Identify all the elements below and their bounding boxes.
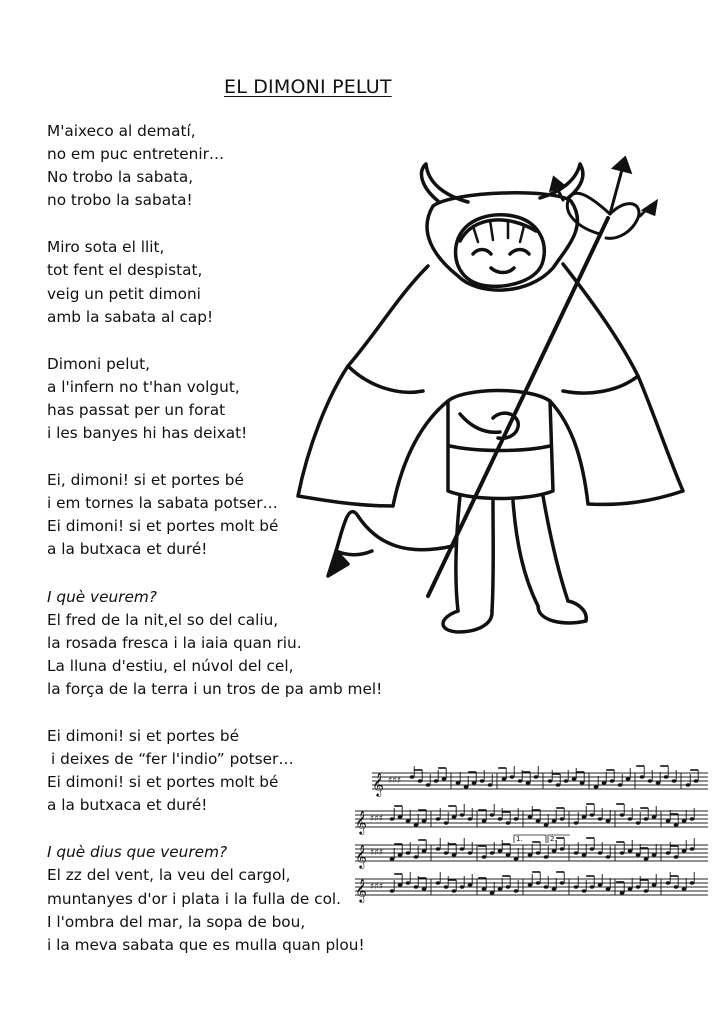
note-head [414, 885, 419, 889]
poem-line: El zz del vent, la veu del cargol, [47, 866, 291, 885]
note-head [528, 883, 533, 887]
note-head [414, 823, 419, 827]
poem-line: Miro sota el llit, [47, 238, 165, 257]
note-head [652, 883, 657, 887]
note-head [626, 777, 631, 781]
note-head [510, 775, 515, 779]
volta-label: 2. [550, 835, 557, 843]
tail [336, 512, 453, 555]
note-head [560, 817, 565, 821]
note-head [422, 819, 427, 823]
note-head [490, 891, 495, 895]
note-head [536, 851, 541, 855]
note-head [690, 847, 695, 851]
note-head [490, 813, 495, 817]
key-signature: ♯♯♯ [370, 882, 384, 892]
poem-line: I què veurem? [47, 587, 157, 606]
note-head [656, 781, 661, 785]
note-head [682, 849, 687, 853]
note-head [398, 815, 403, 819]
note-head [498, 817, 503, 821]
note-head [506, 885, 511, 889]
note-head [482, 855, 487, 859]
note-head [452, 815, 457, 819]
note-head [460, 813, 465, 817]
poem-line: amb la sabata al cap! [47, 307, 214, 326]
treble-clef-icon: 𝄞 [355, 878, 367, 902]
poem-line: Ei, dimoni! si et portes bé [47, 471, 244, 490]
poem-line: Ei dimoni! si et portes molt bé [47, 517, 279, 536]
treble-clef-icon: 𝄞 [355, 810, 367, 834]
note-head [590, 813, 595, 817]
poem-line: La lluna d'estiu, el núvol del cel, [47, 656, 294, 675]
poem-line: El fred de la nit,el so del caliu, [47, 610, 279, 629]
note-head [644, 889, 649, 893]
note-head [690, 881, 695, 885]
poem-line: Dimoni pelut, [47, 354, 151, 373]
note-head [606, 819, 611, 823]
note-head [506, 853, 511, 857]
note-head [644, 857, 649, 861]
note-head [552, 819, 557, 823]
note-head [468, 851, 473, 855]
note-head [564, 779, 569, 783]
note-head [452, 889, 457, 893]
poem-line: has passat per un forat [47, 400, 226, 419]
poem-line: No trobo la sabata, [47, 168, 194, 187]
note-head [460, 847, 465, 851]
poem-line: i la meva sabata que es mulla quan plou! [47, 935, 365, 954]
sheet-music [350, 763, 710, 905]
note-head [528, 815, 533, 819]
cape-left [298, 266, 448, 506]
note-head [444, 885, 449, 889]
note-head [410, 775, 415, 779]
note-head [582, 815, 587, 819]
poem-line: a la butxaca et duré! [47, 796, 208, 815]
note-head [652, 815, 657, 819]
poem-line: la força de la terra i un tros de pa amb mel! [47, 679, 383, 698]
poem-line: no em puc entretenir… [47, 145, 225, 164]
note-head [536, 819, 541, 823]
note-head [444, 821, 449, 825]
note-head [422, 849, 427, 853]
volta-label: 1. [516, 835, 523, 843]
note-head [456, 781, 461, 785]
face [456, 215, 545, 287]
note-head [674, 885, 679, 889]
note-head [664, 775, 669, 779]
note-head [436, 847, 441, 851]
note-head [620, 891, 625, 895]
note-head [468, 883, 473, 887]
poem-line: tot fent el despistat, [47, 261, 203, 280]
note-head [452, 853, 457, 857]
note-head [602, 781, 607, 785]
note-head [406, 851, 411, 855]
page-title: EL DIMONI PELUT [224, 76, 392, 98]
note-head [464, 785, 469, 789]
note-head [544, 855, 549, 859]
note-head [666, 819, 671, 823]
note-head [618, 783, 623, 787]
note-head [488, 783, 493, 787]
note-head [514, 857, 519, 861]
note-head [620, 851, 625, 855]
note-head [574, 821, 579, 825]
note-head [390, 889, 395, 893]
note-head [442, 777, 447, 781]
note-head [598, 851, 603, 855]
note-head [644, 817, 649, 821]
note-head [610, 779, 615, 783]
poem-line: i deixes de “fer l'indio” potser… [51, 750, 294, 769]
note-head [536, 881, 541, 885]
note-head [628, 817, 633, 821]
note-head [480, 779, 485, 783]
treble-clef-icon: 𝄞 [372, 772, 384, 796]
note-head [682, 887, 687, 891]
poem-line: a la butxaca et duré! [47, 540, 208, 559]
note-head [594, 785, 599, 789]
note-head [434, 779, 439, 783]
poem-line: i les banyes hi has deixat! [47, 424, 248, 443]
note-head [666, 851, 671, 855]
poem-line: I l'ombra del mar, la sopa de bou, [47, 912, 306, 931]
note-head [636, 853, 641, 857]
hood [427, 193, 577, 290]
stanza-7 [47, 841, 382, 956]
note-head [580, 781, 585, 785]
devil-illustration [288, 156, 688, 641]
poem-line: Ei dimoni! si et portes bé [47, 726, 240, 745]
poem-line: veig un petit dimoni [47, 284, 201, 303]
note-head [436, 817, 441, 821]
note-head [628, 887, 633, 891]
note-head [506, 821, 511, 825]
poem-line: a l'infern no t'han volgut, [47, 377, 240, 396]
note-head [544, 823, 549, 827]
note-head [528, 853, 533, 857]
note-head [640, 775, 645, 779]
note-head [574, 851, 579, 855]
note-head [498, 887, 503, 891]
note-head [560, 881, 565, 885]
key-signature: ♯♯♯ [370, 848, 384, 858]
note-head [422, 887, 427, 891]
note-head [390, 817, 395, 821]
note-head [544, 885, 549, 889]
note-head [652, 853, 657, 857]
note-head [514, 889, 519, 893]
note-head [468, 817, 473, 821]
note-head [444, 851, 449, 855]
note-head [498, 849, 503, 853]
poem-line: no trobo la sabata! [47, 191, 193, 210]
note-head [406, 881, 411, 885]
note-head [606, 855, 611, 859]
note-head [398, 883, 403, 887]
note-head [636, 885, 641, 889]
note-head [674, 823, 679, 827]
note-head [472, 781, 477, 785]
note-head [690, 817, 695, 821]
poem-line: Ei dimoni! si et portes molt bé [47, 773, 279, 792]
key-signature: ♯♯♯ [370, 814, 384, 824]
note-head [548, 779, 553, 783]
left-foot [443, 611, 492, 632]
note-head [482, 819, 487, 823]
note-head [418, 779, 423, 783]
note-head [686, 783, 691, 787]
note-head [436, 881, 441, 885]
note-head [648, 779, 653, 783]
note-head [490, 851, 495, 855]
note-head [574, 885, 579, 889]
note-head [518, 779, 523, 783]
note-head [414, 855, 419, 859]
note-head [582, 853, 587, 857]
note-head [556, 783, 561, 787]
note-head [398, 853, 403, 857]
note-head [606, 887, 611, 891]
note-head [672, 779, 677, 783]
stanza-6 [47, 725, 382, 817]
note-head [552, 849, 557, 853]
note-head [406, 819, 411, 823]
note-head [560, 847, 565, 851]
note-head [426, 783, 431, 787]
note-head [552, 887, 557, 891]
note-head [694, 779, 699, 783]
staff-2 [355, 811, 708, 827]
note-head [590, 885, 595, 889]
note-head [534, 775, 539, 779]
poem-line: muntanyes d'or i plata i la fulla de col. [47, 889, 342, 908]
poem-line: I què dius que veurem? [47, 843, 228, 862]
trident-icon [428, 158, 656, 596]
note-head [674, 855, 679, 859]
poem-line: i em tornes la sabata potser… [47, 494, 278, 513]
note-head [598, 883, 603, 887]
note-head [666, 881, 671, 885]
note-head [572, 777, 577, 781]
key-signature: ♯♯♯ [388, 776, 402, 786]
note-head [628, 849, 633, 853]
note-head [682, 819, 687, 823]
poem-line: M'aixeco al dematí, [47, 122, 196, 140]
note-head [514, 817, 519, 821]
poem-line: la rosada fresca i la iaia quan riu. [47, 633, 302, 652]
note-head [502, 777, 507, 781]
note-head [390, 857, 395, 861]
note-head [526, 781, 531, 785]
note-head [460, 885, 465, 889]
treble-clef-icon: 𝄞 [355, 844, 367, 868]
note-head [582, 889, 587, 893]
note-head [482, 887, 487, 891]
note-head [590, 847, 595, 851]
note-head [636, 821, 641, 825]
note-head [598, 817, 603, 821]
note-head [620, 813, 625, 817]
right-foot [538, 601, 586, 623]
